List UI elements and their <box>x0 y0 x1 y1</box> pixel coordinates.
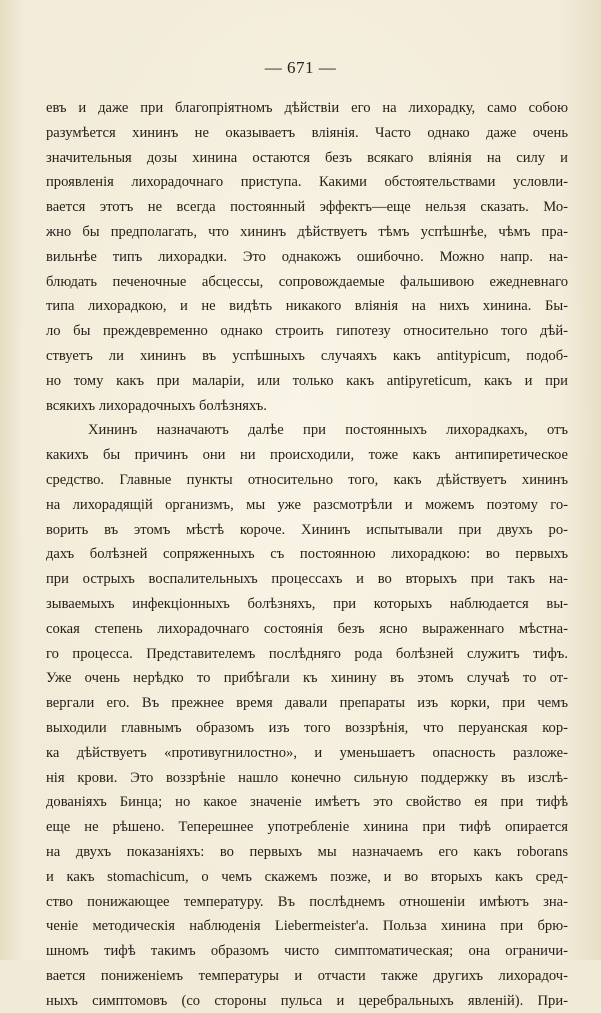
page-number: — 671 — <box>264 58 337 77</box>
text-line: при острыхъ воспалительныхъ процессахъ и во вторыхъ при такъ на- <box>46 571 568 588</box>
text-line: ворить въ этомъ мѣстѣ короче. Хининъ испытывали при двухъ ро- <box>46 521 568 538</box>
text-line: ныхъ симптомовъ (со стороны пульса и церебральныхъ явленій). При- <box>46 992 568 1009</box>
text-line: ло бы преждевременно однако строить гипотезу относительно того дѣй- <box>46 323 568 340</box>
text-line: всякихъ лихорадочныхъ болѣзняхъ. <box>46 397 267 414</box>
text-line: на двухъ показаніяхъ: во первыхъ мы назначаемъ его какъ roborans <box>46 843 568 860</box>
text-line: сокая степень лихорадочнаго состоянія безъ ясно выраженнаго мѣстна- <box>46 620 568 637</box>
text-line: на лихорадящій организмъ, мы уже разсмотрѣли и можемъ поэтому го- <box>46 496 568 513</box>
text-line: средство. Главные пункты относительно того, какъ дѣйствуетъ хининъ <box>46 471 568 488</box>
text-line: ство понижающее температуру. Въ послѣднемъ отношеніи имѣютъ зна- <box>46 893 568 910</box>
text-line: ченіе методическія наблюденія Liebermeister'a. Польза хинина при брю- <box>46 918 568 935</box>
text-line: шномъ тифѣ такимъ образомъ чисто симптоматическая; она ограничи- <box>46 943 568 960</box>
text-line: Уже очень нерѣдко то прибѣгали къ хинину въ этомъ случаѣ то от- <box>46 670 568 687</box>
text-line: но тому какъ при маларіи, или только какъ antipyreticum, какъ и при <box>46 372 568 389</box>
text-line: нія крови. Это воззрѣніе нашло конечно сильную поддержку въ изслѣ- <box>46 769 568 786</box>
text-line: выходили главнымъ образомъ изъ того воззрѣнія, что перуанская кор- <box>46 719 568 736</box>
text-line: разумѣется хининъ не оказываетъ вліянія. Часто однако даже очень <box>46 124 568 141</box>
text-line: еще не рѣшено. Теперешнее употребленіе хинина при тифѣ опирается <box>46 819 568 836</box>
body-text <box>46 96 568 1013</box>
text-line: ствуетъ ли хининъ въ успѣшныхъ случаяхъ какъ antitypicum, подоб- <box>46 347 568 364</box>
text-line: вергали его. Въ прежнее время давали препараты изъ корки, при чемъ <box>46 695 568 712</box>
text-line: вильнѣе типъ лихорадки. Это однакожъ ошибочно. Можно напр. на- <box>46 248 568 265</box>
text-line: типа лихорадкою, и не видѣть никакого вліянія на нихъ хинина. Бы- <box>46 298 568 315</box>
text-line: вается этотъ не всегда постоянный эффектъ—еще нельзя сказать. Мо- <box>46 199 568 216</box>
text-line: дахъ болѣзней сопряженныхъ съ постоянною лихорадкою: во первыхъ <box>46 546 568 563</box>
text-line: вается пониженіемъ температуры и отчасти также другихъ лихорадоч- <box>46 967 568 984</box>
text-line: ка дѣйствуетъ «противугнилостно», и уменьшаетъ опасность разложе- <box>46 744 568 761</box>
text-line: жно бы предполагать, что хининъ дѣйствуетъ тѣмъ успѣшнѣе, чѣмъ пра- <box>46 223 568 240</box>
text-line: дованіяхъ Бинца; но какое значеніе имѣетъ это свойство ея при тифѣ <box>46 794 568 811</box>
text-line: какихъ бы причинъ они ни происходили, тоже какъ антипиретическое <box>46 447 568 464</box>
text-line: и какъ stomachicum, о чемъ скажемъ позже, и во вторыхъ какъ сред- <box>46 868 568 885</box>
text-line: евъ и даже при благопріятномъ дѣйствіи его на лихорадку, само собою <box>46 100 568 116</box>
text-line: проявленія лихорадочнаго приступа. Какими обстоятельствами условли- <box>46 174 568 191</box>
text-line: зываемыхъ инфекціонныхъ болѣзняхъ, при которыхъ наблюдается вы- <box>46 595 568 612</box>
text-line: Хининъ назначаютъ далѣе при постоянныхъ лихорадкахъ, отъ <box>88 422 568 439</box>
text-line: го процесса. Представителемъ послѣдняго рода болѣзней служитъ тифъ. <box>46 645 568 662</box>
text-line: значительныя дозы хинина остаются безъ всякаго вліянія на силу и <box>46 149 568 166</box>
text-line: блюдать печеночные абсцессы, сопровождаемые фальшивою ежедневнаго <box>46 273 568 290</box>
